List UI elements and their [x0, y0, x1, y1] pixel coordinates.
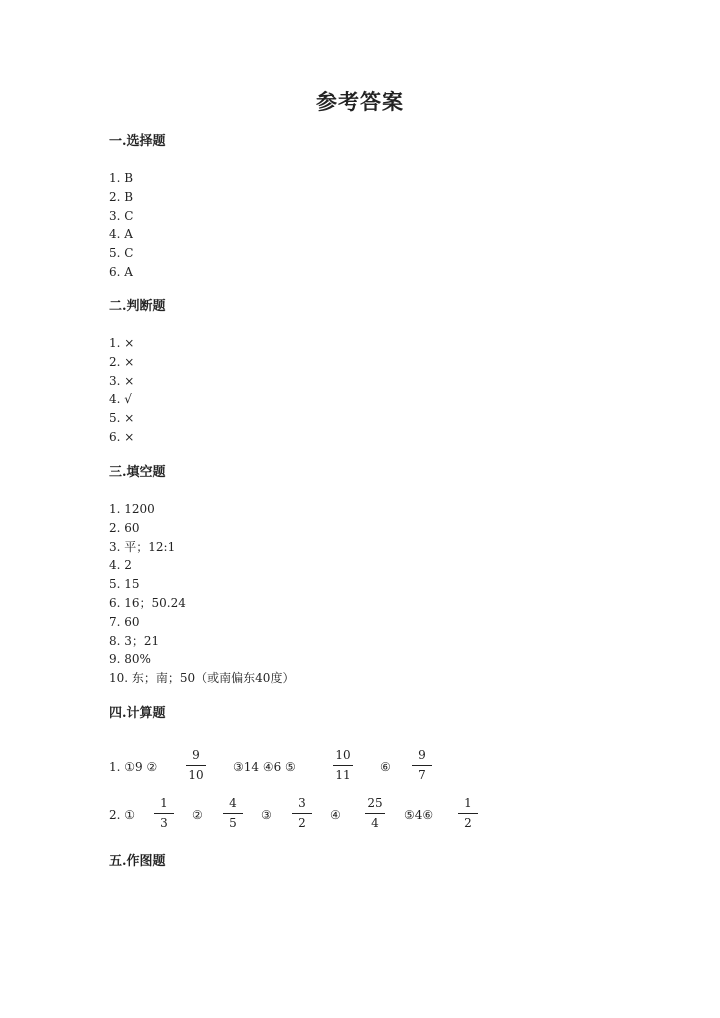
fraction	[453, 796, 483, 831]
fraction-numerator: 9	[418, 748, 426, 762]
fraction	[328, 748, 358, 783]
fraction	[181, 748, 211, 783]
calc-text: 1. ①9 ②	[109, 760, 158, 774]
calc-answer-row-2	[109, 796, 529, 836]
answer-item: 3. C	[109, 208, 134, 223]
fraction-bar	[333, 765, 353, 766]
fraction-bar	[292, 813, 312, 814]
fraction-numerator: 1	[464, 796, 472, 810]
answer-item: 10. 东；南；50（或南偏东40度）	[109, 671, 295, 686]
fraction	[218, 796, 248, 831]
fraction-bar	[154, 813, 174, 814]
answer-item: 6. ×	[109, 429, 135, 444]
answer-item: 4. √	[109, 392, 132, 407]
answer-item: 1. ×	[109, 336, 135, 350]
page-title: 参考答案	[316, 89, 404, 114]
fraction-numerator: 9	[192, 748, 200, 762]
answer-item: 6. 16；50.24	[109, 595, 186, 610]
section-heading: 一.选择题	[109, 134, 166, 149]
calc-text: ③	[261, 808, 272, 822]
fraction	[287, 796, 317, 831]
calc-text: ④	[330, 808, 341, 822]
calc-answer-row-1	[109, 748, 529, 788]
section-drawing	[109, 853, 166, 871]
section-heading: 五.作图题	[109, 854, 166, 869]
fraction-bar	[365, 813, 385, 814]
calc-text: ⑤4⑥	[404, 808, 434, 822]
answer-list	[109, 334, 166, 447]
fraction-denominator: 10	[188, 768, 204, 782]
calc-text: ③14 ④6 ⑤	[233, 760, 296, 774]
answer-item: 5. C	[109, 246, 134, 261]
answer-item: 1. 1200	[109, 502, 155, 516]
section-heading: 三.填空题	[109, 465, 166, 480]
answer-item: 4. A	[109, 227, 133, 242]
answer-item: 9. 80%	[109, 652, 151, 667]
answer-item: 4. 2	[109, 558, 132, 573]
answer-item: 8. 3；21	[109, 633, 160, 648]
section-true-false	[109, 298, 166, 447]
answer-item: 1. B	[109, 171, 134, 185]
fraction-bar	[458, 813, 478, 814]
fraction	[149, 796, 179, 831]
answer-item: 3. 平；12:1	[109, 539, 176, 554]
fraction-numerator: 1	[160, 796, 168, 810]
answer-item: 3. ×	[109, 373, 135, 388]
calc-text: 2. ①	[109, 808, 136, 822]
fraction-bar	[412, 765, 432, 766]
fraction	[360, 796, 390, 831]
answer-item: 2. 60	[109, 520, 140, 535]
answer-list	[109, 500, 294, 688]
fraction-denominator: 7	[418, 768, 426, 782]
section-fill-in	[109, 464, 294, 688]
fraction-bar	[186, 765, 206, 766]
fraction-numerator: 4	[229, 796, 237, 810]
fraction-denominator: 4	[371, 816, 379, 830]
section-multiple-choice	[109, 133, 166, 282]
fraction	[407, 748, 437, 783]
fraction-bar	[223, 813, 243, 814]
fraction-denominator: 5	[229, 816, 237, 830]
section-calculation	[109, 705, 166, 723]
fraction-numerator: 25	[367, 796, 383, 810]
fraction-denominator: 2	[464, 816, 472, 830]
calc-text: ⑥	[380, 760, 391, 774]
fraction-denominator: 11	[335, 768, 351, 782]
fraction-numerator: 10	[335, 748, 351, 762]
section-heading: 四.计算题	[109, 706, 166, 721]
fraction-numerator: 3	[298, 796, 306, 810]
answer-item: 7. 60	[109, 614, 140, 629]
calc-text: ②	[192, 808, 203, 822]
fraction-denominator: 2	[298, 816, 306, 830]
answer-item: 5. 15	[109, 577, 140, 592]
fraction-denominator: 3	[160, 816, 168, 830]
answer-item: 2. ×	[109, 354, 135, 369]
answer-item: 5. ×	[109, 411, 135, 426]
section-heading: 二.判断题	[109, 299, 166, 314]
answer-item: 2. B	[109, 189, 134, 204]
answer-item: 6. A	[109, 264, 133, 279]
answer-list	[109, 169, 166, 282]
